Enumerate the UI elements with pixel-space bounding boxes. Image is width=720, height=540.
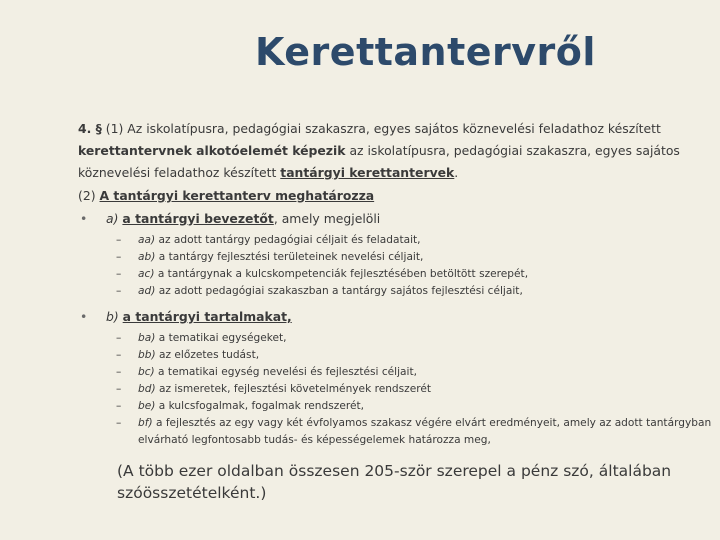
item-marker: bf) [138,417,153,429]
bullet-a-rest: , amely megjelöli [273,211,381,226]
item-marker: bb) [138,349,156,361]
bullet-a-sublist [78,232,713,300]
slide-body [78,118,713,449]
list-item [78,330,713,347]
bullet-a [78,211,713,226]
item-marker: ad) [138,285,156,297]
bullet-icon: • [80,309,88,324]
paragraph-1-text-a: (1) Az iskolatípusra, pedagógiai szakaszra, egyes sajátos köznevelési feladathoz készített [101,121,661,136]
dash-icon: – [116,366,122,378]
list-item [78,398,713,415]
item-text: az előzetes tudást, [155,349,260,361]
paragraph-1-text-b: az iskolatípusra, pedagógiai szakaszra, egyes sajátos köznevelési feladathoz készített [78,143,680,180]
footnote-note: (A több ezer oldalban összesen 205-ször szerepel a pénz szó, általában szóösszetételként.) [117,462,672,502]
paragraph-1-end: . [454,165,459,180]
list-item [78,381,713,398]
dash-icon: – [116,251,122,263]
item-marker: bc) [138,366,155,378]
bullet-b-marker: b) [106,309,119,324]
item-marker: bd) [138,383,156,395]
item-text: az ismeretek, fejlesztési követelmények rendszerét [155,383,432,395]
bullet-b [78,309,713,324]
tantargyi-tartalmak-link[interactable]: a tantárgyi tartalmakat, [122,309,292,324]
list-item [78,283,713,300]
item-text: a tematikai egységeket, [155,332,287,344]
list-item [78,232,713,249]
item-text: az adott tantárgy pedagógiai céljait és feladatait, [155,234,421,246]
item-text: a tantárgynak a kulcskompetenciák fejlesztésében betöltött szerepét, [154,268,529,280]
item-text: az adott pedagógiai szakaszban a tantárgy sajátos fejlesztési céljait, [155,285,523,297]
list-item [78,364,713,381]
tantargyi-bevezeto-link[interactable]: a tantárgyi bevezetőt [122,211,274,226]
bullet-a-marker: a) [106,211,119,226]
item-text: a tantárgy fejlesztési területeinek nevelési céljait, [155,251,424,263]
dash-icon: – [116,383,122,395]
dash-icon: – [116,332,122,344]
dash-icon: – [116,417,122,429]
item-marker: ba) [138,332,156,344]
bullet-a-text [106,211,380,226]
item-marker: aa) [138,234,156,246]
section-mark: 4. § [78,121,102,136]
dash-icon: – [116,285,122,297]
dash-icon: – [116,268,122,280]
tantargyi-kerettantervek-link[interactable]: tantárgyi kerettantervek [280,165,455,180]
paragraph-2 [78,188,713,203]
paragraph-1-bold: kerettantervnek alkotóelemét képezik [78,143,346,158]
list-item [78,347,713,364]
list-item [78,249,713,266]
item-marker: be) [138,400,156,412]
dash-icon: – [116,349,122,361]
item-marker: ab) [138,251,156,263]
paragraph-1 [78,118,713,184]
dash-icon: – [116,400,122,412]
slide-title: Kerettantervről [255,30,596,74]
paragraph-2-lead: (2) [78,188,100,203]
list-item [78,266,713,283]
item-text: a tematikai egység nevelési és fejlesztési céljait, [154,366,418,378]
item-text: a fejlesztés az egy vagy két évfolyamos szakasz végére elvárt eredményeit, amely az adott tantárgyban elvárható legfontosabb tudás- és képességelemek határozza meg, [138,417,712,446]
meghatarozza-link[interactable]: A tantárgyi kerettanterv meghatározza [99,188,375,203]
bullet-b-sublist [78,330,713,449]
item-text: a kulcsfogalmak, fogalmak rendszerét, [155,400,365,412]
bullet-icon: • [80,211,88,226]
item-marker: ac) [138,268,155,280]
dash-icon: – [116,234,122,246]
list-item [78,415,713,449]
bullet-b-text [106,309,292,324]
